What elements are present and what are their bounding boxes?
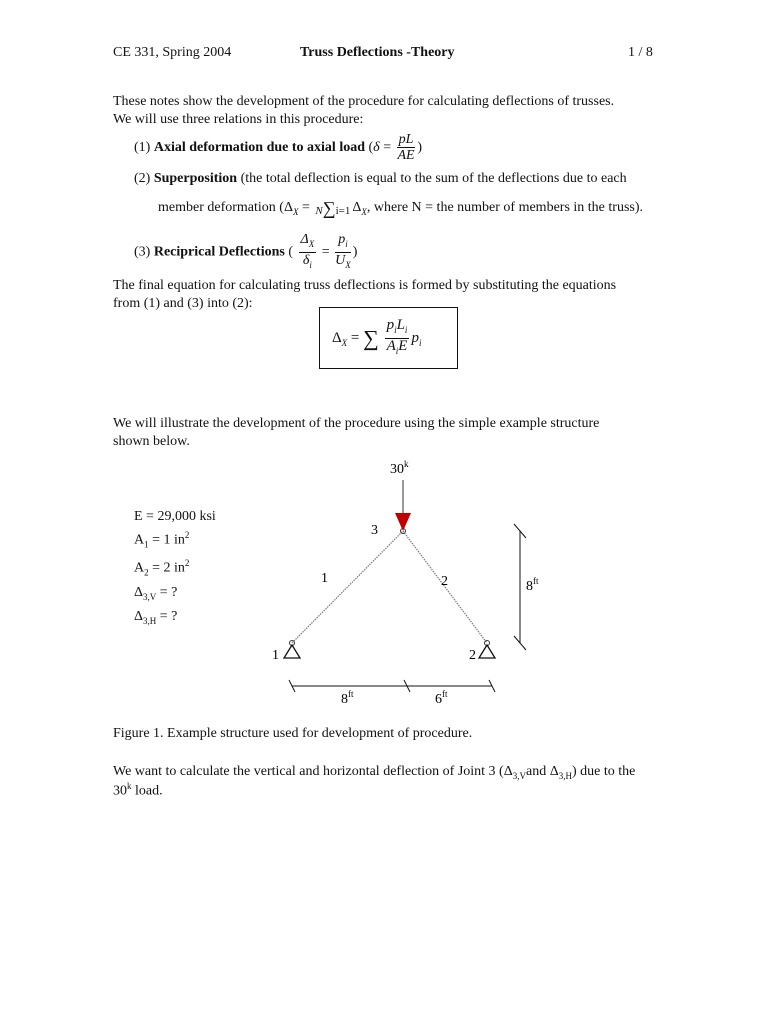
variable-e: E [398, 338, 408, 355]
illustration-line-1: We will illustrate the development of the procedure using the simple example structure [113, 416, 600, 431]
header-page-number: 1 / 8 [628, 45, 653, 60]
summation-sign: ∑ [363, 325, 379, 351]
subscript-x: X [292, 206, 299, 217]
delta-symbol: Δ [134, 584, 144, 600]
subscript-x: X [341, 338, 348, 348]
subscript-x: X [308, 238, 315, 249]
property-a2: $A_2 = 2$ $in^2$ [134, 558, 190, 578]
variable-l: L [396, 317, 405, 334]
relation-2-number: (2) [134, 171, 151, 186]
span-2-label: $6^{ft}$ [435, 689, 448, 707]
relation-1-number: (1) [134, 140, 151, 155]
final-eq-line-1: The final equation for calculating truss deflections is formed by substituting the equations [113, 278, 617, 293]
subscript-i: i [394, 325, 397, 336]
delta-symbol: Δ [352, 200, 362, 215]
delta-symbol: Δ [549, 764, 559, 779]
relation-3-number: (3) [134, 244, 151, 260]
intro-line-2: We will use three relations in this procedure: [113, 112, 364, 127]
relation-2-line-2-start: member deformation ( [158, 200, 284, 215]
relation-2-text: (the total deflection is equal to the sum of the deflections due to each [240, 171, 627, 186]
final-equation-p: p [411, 330, 419, 346]
header-title: Truss Deflections -Theory [300, 45, 455, 60]
load-arrow-head [395, 513, 411, 531]
relation-1: (1) Axial deformation due to axial load (δ = $\frac{pL}{AE}$ ) [134, 132, 423, 164]
member-2-label: 2 [441, 574, 448, 589]
relation-3-label: Reciprical Deflections [153, 244, 285, 260]
subscript-i: i [309, 259, 312, 270]
joint-2-label: 2 [469, 648, 476, 663]
member-1-label: 1 [321, 571, 328, 586]
member-1-line [292, 531, 403, 643]
delta-symbol: Δ [332, 330, 342, 346]
support-2-triangle [479, 645, 495, 658]
figure-caption: Figure 1. Example structure used for development of procedure. [113, 726, 473, 741]
delta-symbol: Δ [283, 200, 293, 215]
height-dimension-label: $8^{ft}$ [526, 576, 539, 594]
subscript-x: X [345, 259, 351, 270]
relation-3: (3) Reciprical Deflections ( $\frac{\Delta_X}{\delta_i}$ = $\frac{p_i}{U_X}$ ) [134, 232, 357, 272]
subscript-i: i [345, 238, 348, 249]
summation-upper: N [315, 204, 323, 217]
relation-1-label: Axial deformation due to axial load [153, 140, 365, 155]
property-e: E = 29,000 ksi [134, 509, 216, 524]
summation-sign: ∑ [322, 197, 336, 218]
relation-1-delta: δ [373, 140, 380, 155]
relation-1-fraction-numerator: pL [398, 132, 414, 148]
conclusion-line-2: 30$^k$ load. [113, 781, 163, 799]
support-1-triangle [284, 645, 300, 658]
property-delta-3v: $\Delta_{3,V}$ = ? [134, 584, 178, 602]
conclusion-line-1: We want to calculate the vertical and horizontal deflection of Joint 3 ($\Delta_{3,V}and$ $\Delta_{3,H}$) due to the [113, 764, 636, 781]
header-course: CE 331, Spring 2004 [113, 45, 232, 60]
joint-1-label: 1 [272, 648, 279, 663]
property-a1: $A_1 = 1$ $in^2$ [134, 530, 190, 550]
span-1-label: $8^{ft}$ [341, 689, 354, 707]
subscript-i: i [395, 346, 399, 357]
relation-1-fraction-denominator: AE [397, 148, 415, 164]
relation-3-right-numerator: p [338, 232, 346, 247]
intro-line-1: These notes show the development of the procedure for calculating deflections of trusses. [113, 94, 615, 109]
delta-symbol: Δ [300, 232, 309, 247]
load-label: 30$^k$ [390, 459, 409, 477]
summation-lower: i=1 [335, 204, 351, 217]
delta-symbol: Δ [503, 764, 513, 779]
subscript-i: i [404, 325, 408, 336]
final-eq-line-2: from (1) and (3) into (2): [113, 296, 253, 311]
relation-2-line-2-end: , where N = the number of members in the truss). [366, 200, 644, 215]
relation-2-line-2: member deformation ($\Delta_X = N\sum i=1$ $\Delta_X$, where N = the number of members in the truss). [158, 197, 644, 218]
final-equation: $\Delta_X$ = ∑ $\frac{p_iL_i}{A_iE}$ $p_i$ [332, 318, 421, 358]
subscript-i: i [418, 338, 422, 348]
final-equation-numerator-p: p [386, 317, 395, 334]
relation-3-right-denominator: U [335, 252, 346, 268]
relation-2-label: Superposition [153, 171, 238, 186]
property-delta-3h: $\Delta_{3,H}$ = ? [134, 608, 178, 626]
joint-3-label: 3 [371, 523, 378, 538]
subscript-x: X [361, 206, 367, 217]
final-equation-denominator-a: A [386, 338, 396, 355]
delta-symbol: Δ [134, 608, 144, 624]
relation-3-left-denominator: δ [302, 252, 310, 268]
illustration-line-2: shown below. [113, 434, 190, 449]
